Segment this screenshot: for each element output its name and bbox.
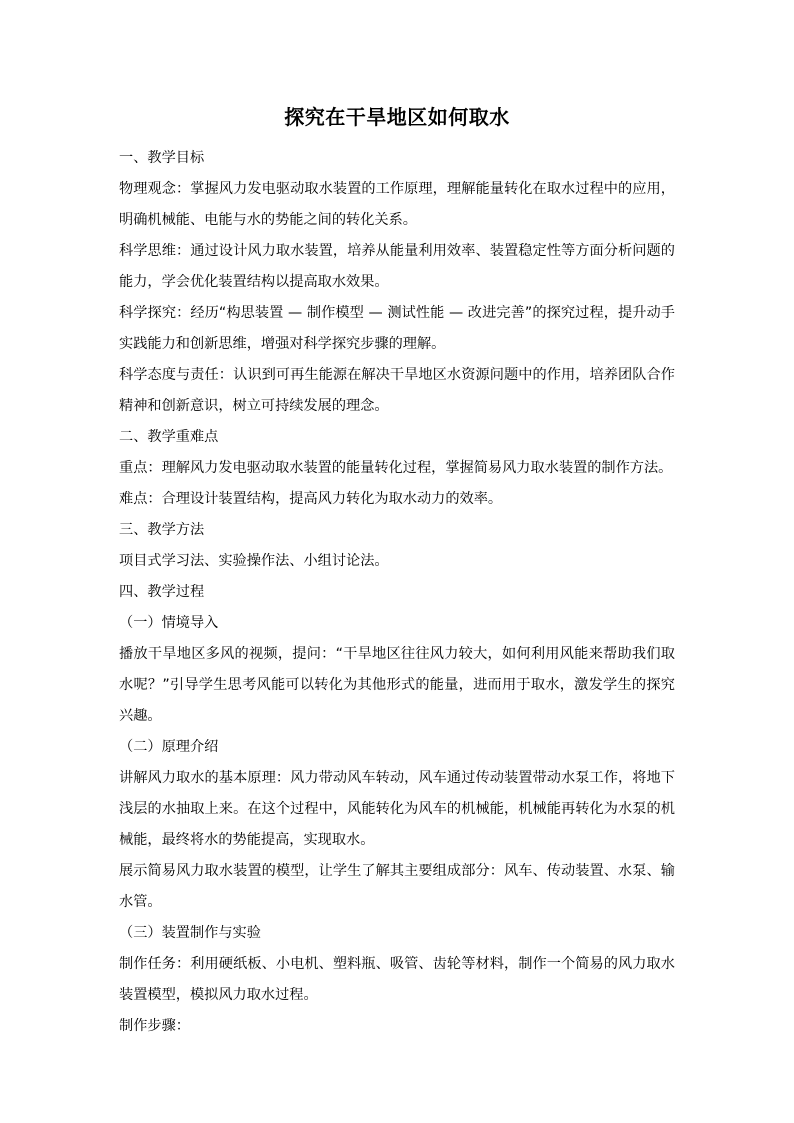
paragraph-key-point: 重点：理解风力发电驱动取水装置的能量转化过程，掌握简易风力取水装置的制作方法。: [119, 460, 673, 476]
paragraph-scientific-inquiry: 科学探究：经历“构思装置 — 制作模型 — 测试性能 — 改进完善”的探究过程，提升动手实践能力和创新思维，增强对科学探究步骤的理解。: [119, 305, 675, 352]
paragraph-scientific-thinking: 科学思维：通过设计风力取水装置，培养从能量利用效率、装置稳定性等方面分析问题的能力，学会优化装置结构以提高取水效果。: [119, 243, 675, 290]
paragraph-methods: 项目式学习法、实验操作法、小组讨论法。: [119, 553, 389, 569]
paragraph-steps-label: 制作步骤：: [119, 1018, 190, 1034]
subheading-introduction: （一）情境导入: [119, 615, 219, 631]
paragraph-introduction: 播放干旱地区多风的视频，提问：“干旱地区往往风力较大，如何利用风能来帮助我们取水呢？”引导学生思考风能可以转化为其他形式的能量，进而用于取水，激发学生的探究兴趣。: [119, 646, 675, 724]
section-heading-objectives: 一、教学目标: [119, 150, 205, 166]
section-heading-key-points: 二、教学重难点: [119, 429, 219, 445]
paragraph-attitude-responsibility: 科学态度与责任：认识到可再生能源在解决干旱地区水资源问题中的作用，培养团队合作精神和创新意识，树立可持续发展的理念。: [119, 367, 675, 414]
paragraph-principle: 讲解风力取水的基本原理：风力带动风车转动，风车通过传动装置带动水泵工作，将地下浅层的水抽取上来。在这个过程中，风能转化为风车的机械能，机械能再转化为水泵的机械能，最终将水的势能提高，实现取水。: [119, 770, 675, 848]
paragraph-physics-concept: 物理观念：掌握风力发电驱动取水装置的工作原理，理解能量转化在取水过程中的应用，明确机械能、电能与水的势能之间的转化关系。: [119, 181, 675, 228]
paragraph-task: 制作任务：利用硬纸板、小电机、塑料瓶、吸管、齿轮等材料，制作一个简易的风力取水装置模型，模拟风力取水过程。: [119, 956, 675, 1003]
subheading-construction: （三）装置制作与实验: [119, 925, 261, 941]
paragraph-difficulty: 难点：合理设计装置结构，提高风力转化为取水动力的效率。: [119, 491, 503, 507]
section-heading-methods: 三、教学方法: [119, 522, 205, 538]
document-title: 探究在干旱地区如何取水: [284, 105, 510, 129]
document-body: [119, 143, 675, 1042]
paragraph-model-display: 展示简易风力取水装置的模型，让学生了解其主要组成部分：风车、传动装置、水泵、输水管。: [119, 863, 675, 910]
section-heading-process: 四、教学过程: [119, 584, 205, 600]
subheading-principle: （二）原理介绍: [119, 739, 219, 755]
